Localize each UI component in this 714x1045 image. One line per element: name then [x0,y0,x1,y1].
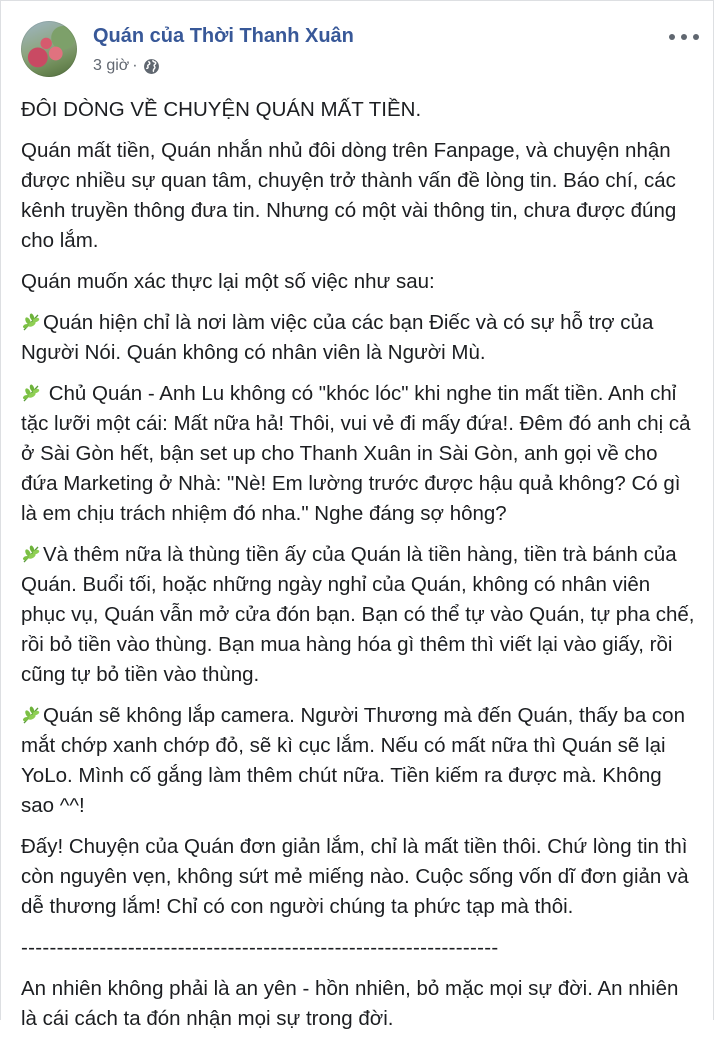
closing-paragraph: Đấy! Chuyện của Quán đơn giản lắm, chỉ là mất tiền thôi. Chứ lòng tin thì còn nguyên vẹn, không sứt mẻ miếng nào. Cuộc sống vốn dĩ đơn giản và dễ thương lắm! Chỉ có con người chúng ta phức tạp mà thôi. [21,835,689,918]
bullet-item [21,701,699,821]
bullet-text: Quán sẽ không lắp camera. Người Thương mà đến Quán, thấy ba con mắt chớp xanh chớp đỏ, sẽ kì cục lắm. Nếu có mất nữa thì Quán sẽ lại YoLo. Mình cố gắng làm thêm chút nữa. Tiền kiếm ra được mà. Không sao ^^! [21,704,685,817]
more-options-icon[interactable] [669,27,699,47]
page-name-link[interactable]: Quán của Thời Thanh Xuân [93,25,354,47]
text-divider: ------------------------------------------------------------------- [21,936,499,959]
herb-leaf-icon [21,383,41,403]
post-title: ĐÔI DÒNG VỀ CHUYỆN QUÁN MẤT TIỀN. [21,98,422,121]
herb-leaf-icon [21,544,41,564]
page-avatar[interactable] [21,21,77,77]
post-paragraph: Quán muốn xác thực lại một số việc như sau: [21,270,435,293]
bullet-text: Chủ Quán - Anh Lu không có "khóc lóc" khi nghe tin mất tiền. Anh chỉ tặc lưỡi một cái: Mất nữa hả! Thôi, vui vẻ đi mấy đứa!. Đêm đó anh chị cả ở Sài Gòn hết, bận set up cho Thanh Xuân in Sài Gòn, anh gọi về cho đứa Marketing ở Nhà: "Nè! Em lường trước được hậu quả không? Có gì là em chịu trách nhiệm đó nha." Nghe đáng sợ hông? [21,382,691,525]
post-paragraph: Quán mất tiền, Quán nhắn nhủ đôi dòng trên Fanpage, và chuyện nhận được nhiều sự quan tâm, chuyện trở thành vấn đề lòng tin. Báo chí, các kênh truyền thông đưa tin. Nhưng có một vài thông tin, chưa được đúng cho lắm. [21,139,677,252]
post-body [21,95,699,1045]
bullet-item [21,379,699,529]
herb-leaf-icon [21,312,41,332]
herb-leaf-icon [21,705,41,725]
bullet-item [21,308,699,368]
bullet-text: Và thêm nữa là thùng tiền ấy của Quán là tiền hàng, tiền trà bánh của Quán. Buổi tối, hoặc những ngày nghỉ của Quán, không có nhân viên phục vụ, Quán vẫn mở cửa đón bạn. Bạn có thể tự vào Quán, tự pha chế, rồi bỏ tiền vào thùng. Bạn mua hàng hóa gì thêm thì viết lại vào giấy, rồi cũng tự bỏ tiền vào thùng. [21,543,695,686]
meta-separator: · [132,57,138,74]
bullet-text: Quán hiện chỉ là nơi làm việc của các bạn Điếc và có sự hỗ trợ của Người Nói. Quán không có nhân viên là Người Mù. [21,311,654,364]
post-timestamp[interactable]: 3 giờ [93,57,130,74]
post-meta [93,57,160,75]
bullet-item [21,540,699,690]
closing-quote: An nhiên không phải là an yên - hồn nhiên, bỏ mặc mọi sự đời. An nhiên là cái cách ta đón nhận mọi sự trong đời. [21,977,679,1030]
globe-icon[interactable] [143,58,160,75]
post-header [1,1,713,85]
